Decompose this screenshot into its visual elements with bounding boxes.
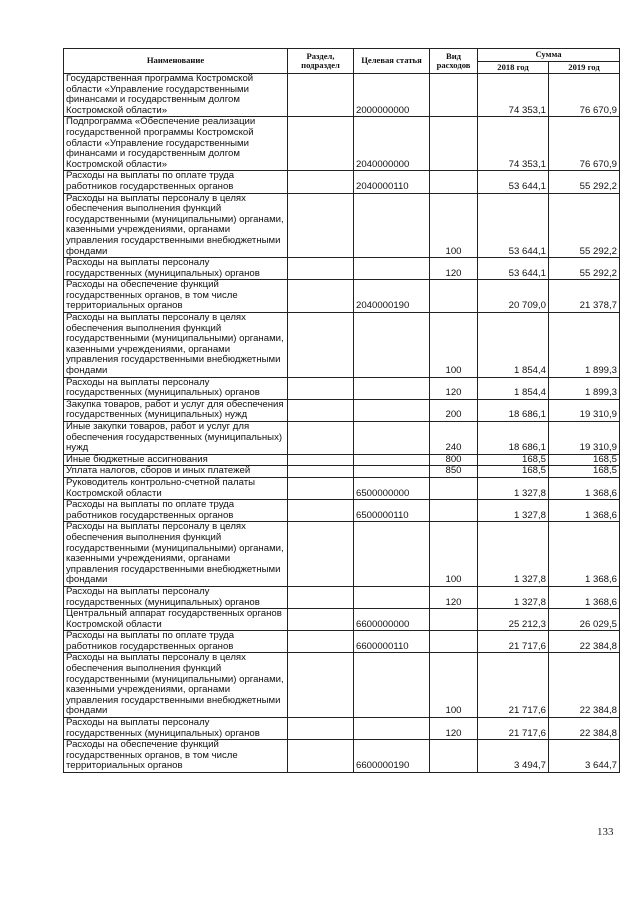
- table-row: [64, 193, 620, 258]
- cell-2019: 76 670,9: [549, 74, 620, 117]
- cell-target: 6500000000: [354, 477, 430, 499]
- cell-name: Центральный аппарат государственных органов Костромской области: [64, 609, 288, 631]
- cell-2019: 1 899,3: [549, 377, 620, 399]
- cell-section: [288, 171, 354, 193]
- cell-target: [354, 313, 430, 378]
- cell-type: 200: [430, 399, 478, 421]
- cell-name: Закупка товаров, работ и услуг для обеспечения государственных (муниципальных) нужд: [64, 399, 288, 421]
- cell-2018: 1 327,8: [478, 500, 549, 522]
- cell-target: 6600000110: [354, 631, 430, 653]
- cell-target: [354, 399, 430, 421]
- cell-2019: 76 670,9: [549, 117, 620, 171]
- cell-name: Расходы на выплаты персоналу в целях обеспечения выполнения функций государственными (муниципальными) органами, казенными учреждениями, органами управления государственными внебюджетными фондами: [64, 193, 288, 258]
- cell-name: Расходы на выплаты по оплате труда работников государственных органов: [64, 500, 288, 522]
- cell-section: [288, 313, 354, 378]
- header-type: Вид расходов: [430, 49, 478, 74]
- cell-type: 100: [430, 313, 478, 378]
- cell-type: 850: [430, 466, 478, 478]
- table-row: [64, 609, 620, 631]
- cell-2018: 1 327,8: [478, 477, 549, 499]
- cell-2019: 21 378,7: [549, 280, 620, 313]
- cell-section: [288, 193, 354, 258]
- table-row: [64, 422, 620, 455]
- cell-2019: 19 310,9: [549, 422, 620, 455]
- table-row: [64, 718, 620, 740]
- table-row: [64, 586, 620, 608]
- cell-type: [430, 280, 478, 313]
- cell-section: [288, 631, 354, 653]
- table-row: [64, 74, 620, 117]
- cell-name: Расходы на выплаты по оплате труда работников государственных органов: [64, 171, 288, 193]
- cell-section: [288, 477, 354, 499]
- cell-2019: 3 644,7: [549, 740, 620, 773]
- cell-name: Расходы на выплаты персоналу государственных (муниципальных) органов: [64, 377, 288, 399]
- cell-type: 120: [430, 377, 478, 399]
- cell-type: [430, 117, 478, 171]
- cell-target: [354, 586, 430, 608]
- cell-type: 100: [430, 522, 478, 587]
- cell-name: Расходы на выплаты персоналу в целях обеспечения выполнения функций государственными (муниципальными) органами, казенными учреждениями, органами управления государственными внебюджетными фондами: [64, 653, 288, 718]
- budget-table: [63, 48, 620, 773]
- table-row: [64, 117, 620, 171]
- cell-target: 2000000000: [354, 74, 430, 117]
- cell-section: [288, 522, 354, 587]
- cell-type: 100: [430, 193, 478, 258]
- header-2019: 2019 год: [549, 61, 620, 74]
- cell-section: [288, 399, 354, 421]
- cell-name: Расходы на выплаты персоналу государственных (муниципальных) органов: [64, 586, 288, 608]
- cell-2019: 55 292,2: [549, 171, 620, 193]
- cell-type: [430, 631, 478, 653]
- cell-section: [288, 466, 354, 478]
- cell-name: Иные закупки товаров, работ и услуг для обеспечения государственных (муниципальных) нужд: [64, 422, 288, 455]
- cell-2019: 1 368,6: [549, 586, 620, 608]
- table-row: [64, 454, 620, 466]
- cell-target: [354, 522, 430, 587]
- cell-name: Расходы на выплаты персоналу государственных (муниципальных) органов: [64, 258, 288, 280]
- cell-section: [288, 586, 354, 608]
- header-section: Раздел, подраздел: [288, 49, 354, 74]
- cell-name: Руководитель контрольно-счетной палаты Костромской области: [64, 477, 288, 499]
- cell-2018: 21 717,6: [478, 718, 549, 740]
- cell-2018: 1 327,8: [478, 522, 549, 587]
- cell-name: Уплата налогов, сборов и иных платежей: [64, 466, 288, 478]
- table-row: [64, 477, 620, 499]
- header-2018: 2018 год: [478, 61, 549, 74]
- cell-2018: 20 709,0: [478, 280, 549, 313]
- cell-2019: 1 368,6: [549, 500, 620, 522]
- cell-type: 100: [430, 653, 478, 718]
- table-row: [64, 280, 620, 313]
- cell-2019: 22 384,8: [549, 653, 620, 718]
- cell-name: Иные бюджетные ассигнования: [64, 454, 288, 466]
- cell-name: Подпрограмма «Обеспечение реализации государственной программы Костромской области «Управление государственными финансами и государственным долгом Костромской области»: [64, 117, 288, 171]
- table-row: [64, 653, 620, 718]
- cell-2018: 1 854,4: [478, 377, 549, 399]
- table-row: [64, 313, 620, 378]
- header-name: Наименование: [64, 49, 288, 74]
- cell-2019: 1 899,3: [549, 313, 620, 378]
- cell-2019: 168,5: [549, 466, 620, 478]
- table-row: [64, 740, 620, 773]
- cell-2018: 18 686,1: [478, 399, 549, 421]
- cell-2018: 53 644,1: [478, 258, 549, 280]
- cell-section: [288, 117, 354, 171]
- table-row: [64, 399, 620, 421]
- cell-2018: 53 644,1: [478, 193, 549, 258]
- cell-section: [288, 74, 354, 117]
- cell-type: [430, 171, 478, 193]
- cell-type: [430, 609, 478, 631]
- cell-2019: 168,5: [549, 454, 620, 466]
- cell-name: Расходы на выплаты персоналу государственных (муниципальных) органов: [64, 718, 288, 740]
- cell-type: [430, 74, 478, 117]
- cell-2018: 74 353,1: [478, 117, 549, 171]
- cell-2018: 168,5: [478, 454, 549, 466]
- cell-section: [288, 258, 354, 280]
- cell-2018: 1 327,8: [478, 586, 549, 608]
- cell-target: 6600000190: [354, 740, 430, 773]
- cell-2018: 21 717,6: [478, 653, 549, 718]
- cell-section: [288, 422, 354, 455]
- cell-target: [354, 422, 430, 455]
- cell-type: 120: [430, 258, 478, 280]
- cell-target: 6500000110: [354, 500, 430, 522]
- cell-section: [288, 377, 354, 399]
- cell-target: [354, 718, 430, 740]
- cell-2018: 1 854,4: [478, 313, 549, 378]
- cell-2019: 55 292,2: [549, 193, 620, 258]
- cell-target: [354, 466, 430, 478]
- table-row: [64, 258, 620, 280]
- cell-target: [354, 653, 430, 718]
- cell-section: [288, 740, 354, 773]
- cell-target: [354, 258, 430, 280]
- cell-2019: 55 292,2: [549, 258, 620, 280]
- cell-target: [354, 377, 430, 399]
- cell-section: [288, 609, 354, 631]
- cell-name: Расходы на обеспечение функций государственных органов, в том числе территориальных органов: [64, 280, 288, 313]
- cell-2019: 22 384,8: [549, 631, 620, 653]
- cell-2019: 19 310,9: [549, 399, 620, 421]
- cell-type: [430, 500, 478, 522]
- cell-type: 800: [430, 454, 478, 466]
- cell-type: 240: [430, 422, 478, 455]
- cell-2018: 25 212,3: [478, 609, 549, 631]
- cell-target: 6600000000: [354, 609, 430, 631]
- cell-name: Государственная программа Костромской области «Управление государственными финансами и государственным долгом Костромской области»: [64, 74, 288, 117]
- cell-2018: 53 644,1: [478, 171, 549, 193]
- table-row: [64, 500, 620, 522]
- cell-section: [288, 500, 354, 522]
- cell-2018: 168,5: [478, 466, 549, 478]
- cell-section: [288, 454, 354, 466]
- table-row: [64, 522, 620, 587]
- cell-2018: 18 686,1: [478, 422, 549, 455]
- cell-target: [354, 454, 430, 466]
- header-row: [64, 49, 620, 62]
- cell-2018: 3 494,7: [478, 740, 549, 773]
- cell-2018: 21 717,6: [478, 631, 549, 653]
- table-row: [64, 631, 620, 653]
- cell-2019: 1 368,6: [549, 522, 620, 587]
- table-row: [64, 466, 620, 478]
- cell-section: [288, 718, 354, 740]
- cell-name: Расходы на выплаты персоналу в целях обеспечения выполнения функций государственными (муниципальными) органами, казенными учреждениями, органами управления государственными внебюджетными фондами: [64, 313, 288, 378]
- cell-type: [430, 477, 478, 499]
- cell-name: Расходы на выплаты по оплате труда работников государственных органов: [64, 631, 288, 653]
- cell-name: Расходы на обеспечение функций государственных органов, в том числе территориальных органов: [64, 740, 288, 773]
- cell-target: [354, 193, 430, 258]
- cell-type: 120: [430, 718, 478, 740]
- cell-2019: 22 384,8: [549, 718, 620, 740]
- cell-target: 2040000190: [354, 280, 430, 313]
- cell-type: 120: [430, 586, 478, 608]
- cell-2019: 1 368,6: [549, 477, 620, 499]
- header-sum: Сумма: [478, 49, 620, 62]
- cell-type: [430, 740, 478, 773]
- header-target: Целевая статья: [354, 49, 430, 74]
- page-number: 133: [597, 826, 614, 838]
- cell-target: 2040000000: [354, 117, 430, 171]
- cell-target: 2040000110: [354, 171, 430, 193]
- cell-2018: 74 353,1: [478, 74, 549, 117]
- cell-name: Расходы на выплаты персоналу в целях обеспечения выполнения функций государственными (муниципальными) органами, казенными учреждениями, органами управления государственными внебюджетными фондами: [64, 522, 288, 587]
- table-row: [64, 171, 620, 193]
- cell-2019: 26 029,5: [549, 609, 620, 631]
- table-body: [64, 74, 620, 773]
- cell-section: [288, 653, 354, 718]
- table-row: [64, 377, 620, 399]
- cell-section: [288, 280, 354, 313]
